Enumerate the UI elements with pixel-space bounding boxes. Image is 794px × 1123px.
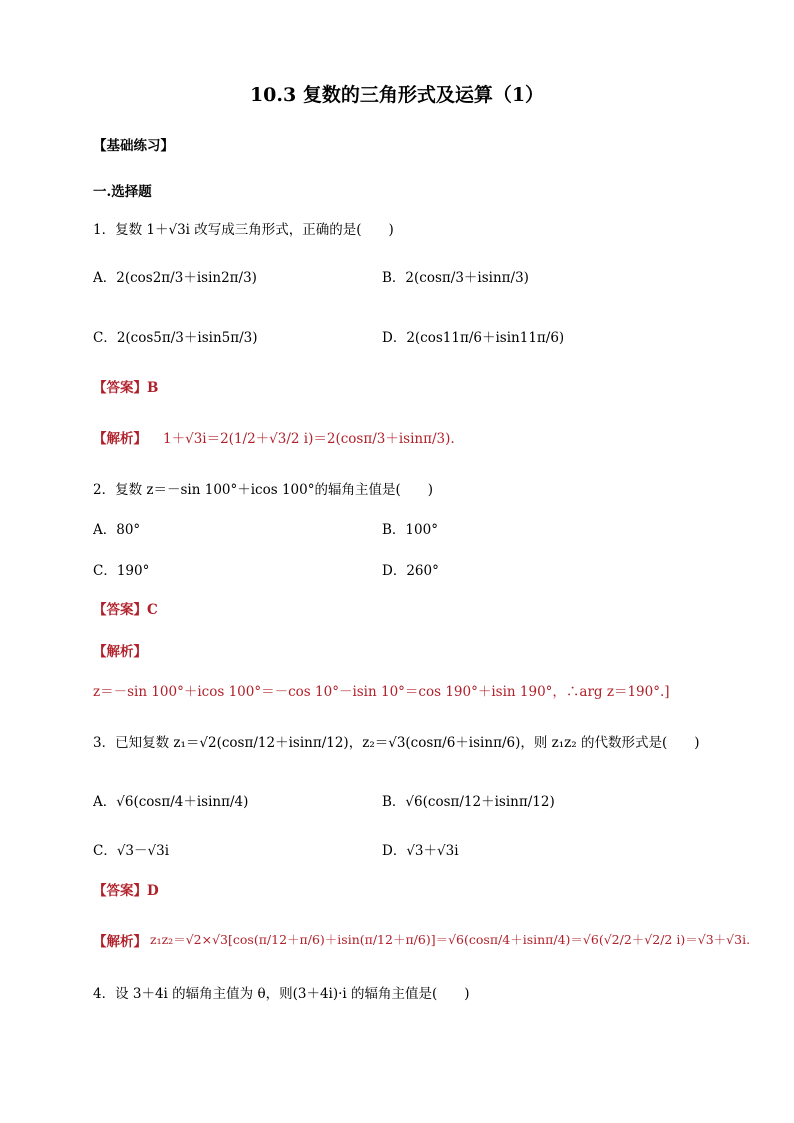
question-1-option-b: B．2(cosπ/3＋isinπ/3): [382, 270, 529, 286]
question-1-option-c: C．2(cos5π/3＋isin5π/3): [93, 330, 258, 346]
question-3-option-b: B．√6(cosπ/12＋isinπ/12): [382, 794, 555, 810]
subsection-heading: 一.选择题: [93, 184, 152, 200]
question-2-option-b: B．100°: [382, 522, 438, 538]
page-title: 10.3 复数的三角形式及运算（1）: [249, 84, 545, 106]
question-1-option-d: D．2(cos11π/6＋isin11π/6): [382, 330, 565, 346]
question-1-analysis-label: 【解析】: [93, 431, 147, 447]
question-1-stem: 1．复数 1＋√3i 改写成三角形式，正确的是( ): [93, 222, 394, 238]
question-1-option-a: A．2(cos2π/3＋isin2π/3): [93, 270, 257, 286]
question-2-stem: 2．复数 z＝－sin 100°＋icos 100°的辐角主值是( ): [93, 482, 434, 498]
question-2-option-a: A．80°: [93, 522, 141, 538]
question-2-option-d: D．260°: [382, 563, 439, 579]
question-2-option-c: C．190°: [93, 563, 150, 579]
question-3-answer: 【答案】D: [93, 883, 159, 899]
question-3-option-d: D．√3＋√3i: [382, 843, 459, 859]
question-3-option-c: C．√3－√3i: [93, 843, 170, 859]
question-1-analysis: 1＋√3i＝2(1/2＋√3/2 i)＝2(cosπ/3＋isinπ/3).: [163, 431, 455, 447]
question-3-option-a: A．√6(cosπ/4＋isinπ/4): [93, 794, 249, 810]
question-2-answer: 【答案】C: [93, 602, 158, 618]
question-2-analysis: z＝－sin 100°＋icos 100°＝－cos 10°－isin 10°＝cos 190°＋isin 190°，∴arg z＝190°.]: [93, 684, 670, 700]
question-3-stem: 3．已知复数 z₁＝√2(cosπ/12＋isinπ/12)，z₂＝√3(cosπ/6＋isinπ/6)，则 z₁z₂ 的代数形式是( ): [93, 735, 700, 751]
question-2-analysis-label: 【解析】: [93, 644, 147, 660]
question-1-answer: 【答案】B: [93, 380, 159, 396]
section-heading: 【基础练习】: [93, 138, 174, 154]
question-3-analysis: z₁z₂＝√2×√3[cos(π/12＋π/6)＋isin(π/12＋π/6)]＝√6(cosπ/4＋isinπ/4)＝√6(√2/2＋√2/2 i)＝√3＋√3i.: [150, 932, 751, 947]
question-3-analysis-label: 【解析】: [93, 934, 147, 950]
question-4-stem: 4．设 3＋4i 的辐角主值为 θ，则(3＋4i)·i 的辐角主值是( ): [93, 986, 470, 1002]
